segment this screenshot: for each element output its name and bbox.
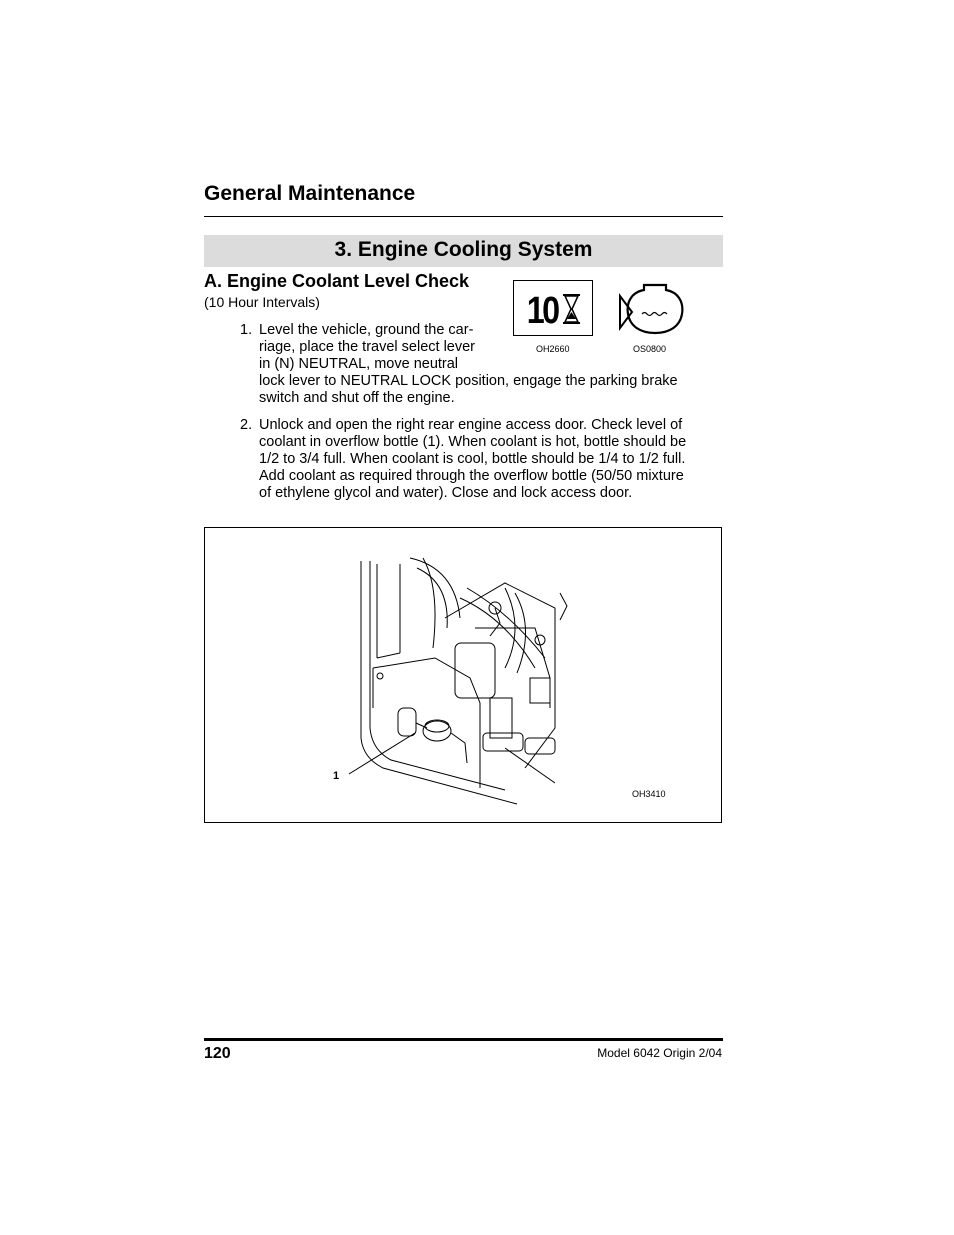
header-rule (204, 216, 723, 217)
hourmeter-number: 10 (526, 289, 558, 332)
step-line: riage, place the travel select lever (259, 339, 475, 355)
step-line: Add coolant as required through the overflow bottle (50/50 mixture (259, 468, 684, 484)
section-title: General Maintenance (204, 182, 416, 205)
step-number: 1. (240, 322, 253, 338)
step-line: coolant in overflow bottle (1). When coolant is hot, bottle should be (259, 434, 687, 450)
chapter-title: 3. Engine Cooling System (334, 238, 593, 261)
step-1 (240, 322, 678, 407)
step-line: Unlock and open the right rear engine access door. Check level of (259, 417, 683, 433)
interval-text: (10 Hour Intervals) (204, 294, 320, 310)
icon-code-os0800: OS0800 (633, 344, 667, 354)
step-line: Level the vehicle, ground the car- (259, 322, 474, 338)
coolant-figure (204, 527, 722, 823)
footer-model: Model 6042 Origin 2/04 (597, 1046, 722, 1060)
step-line: switch and shut off the engine. (259, 390, 455, 406)
chapter-banner (204, 235, 723, 267)
footer-rule (204, 1038, 723, 1041)
step-line: in (N) NEUTRAL, move neutral (259, 356, 459, 372)
step-line: of ethylene glycol and water). Close and lock access door. (259, 485, 633, 501)
step-number: 2. (240, 417, 253, 433)
figure-code: OH3410 (632, 789, 666, 799)
subsection-title: A. Engine Coolant Level Check (204, 271, 470, 291)
step-line: 1/2 to 3/4 full. When coolant is cool, bottle should be 1/4 to 1/2 full. (259, 451, 686, 467)
icon-code-oh2660: OH2660 (536, 344, 570, 354)
page-number: 120 (204, 1045, 231, 1062)
step-line: lock lever to NEUTRAL LOCK position, engage the parking brake (259, 373, 678, 389)
engine-illustration (205, 528, 721, 822)
figure-callout: 1 (333, 770, 340, 782)
step-2 (240, 417, 687, 502)
